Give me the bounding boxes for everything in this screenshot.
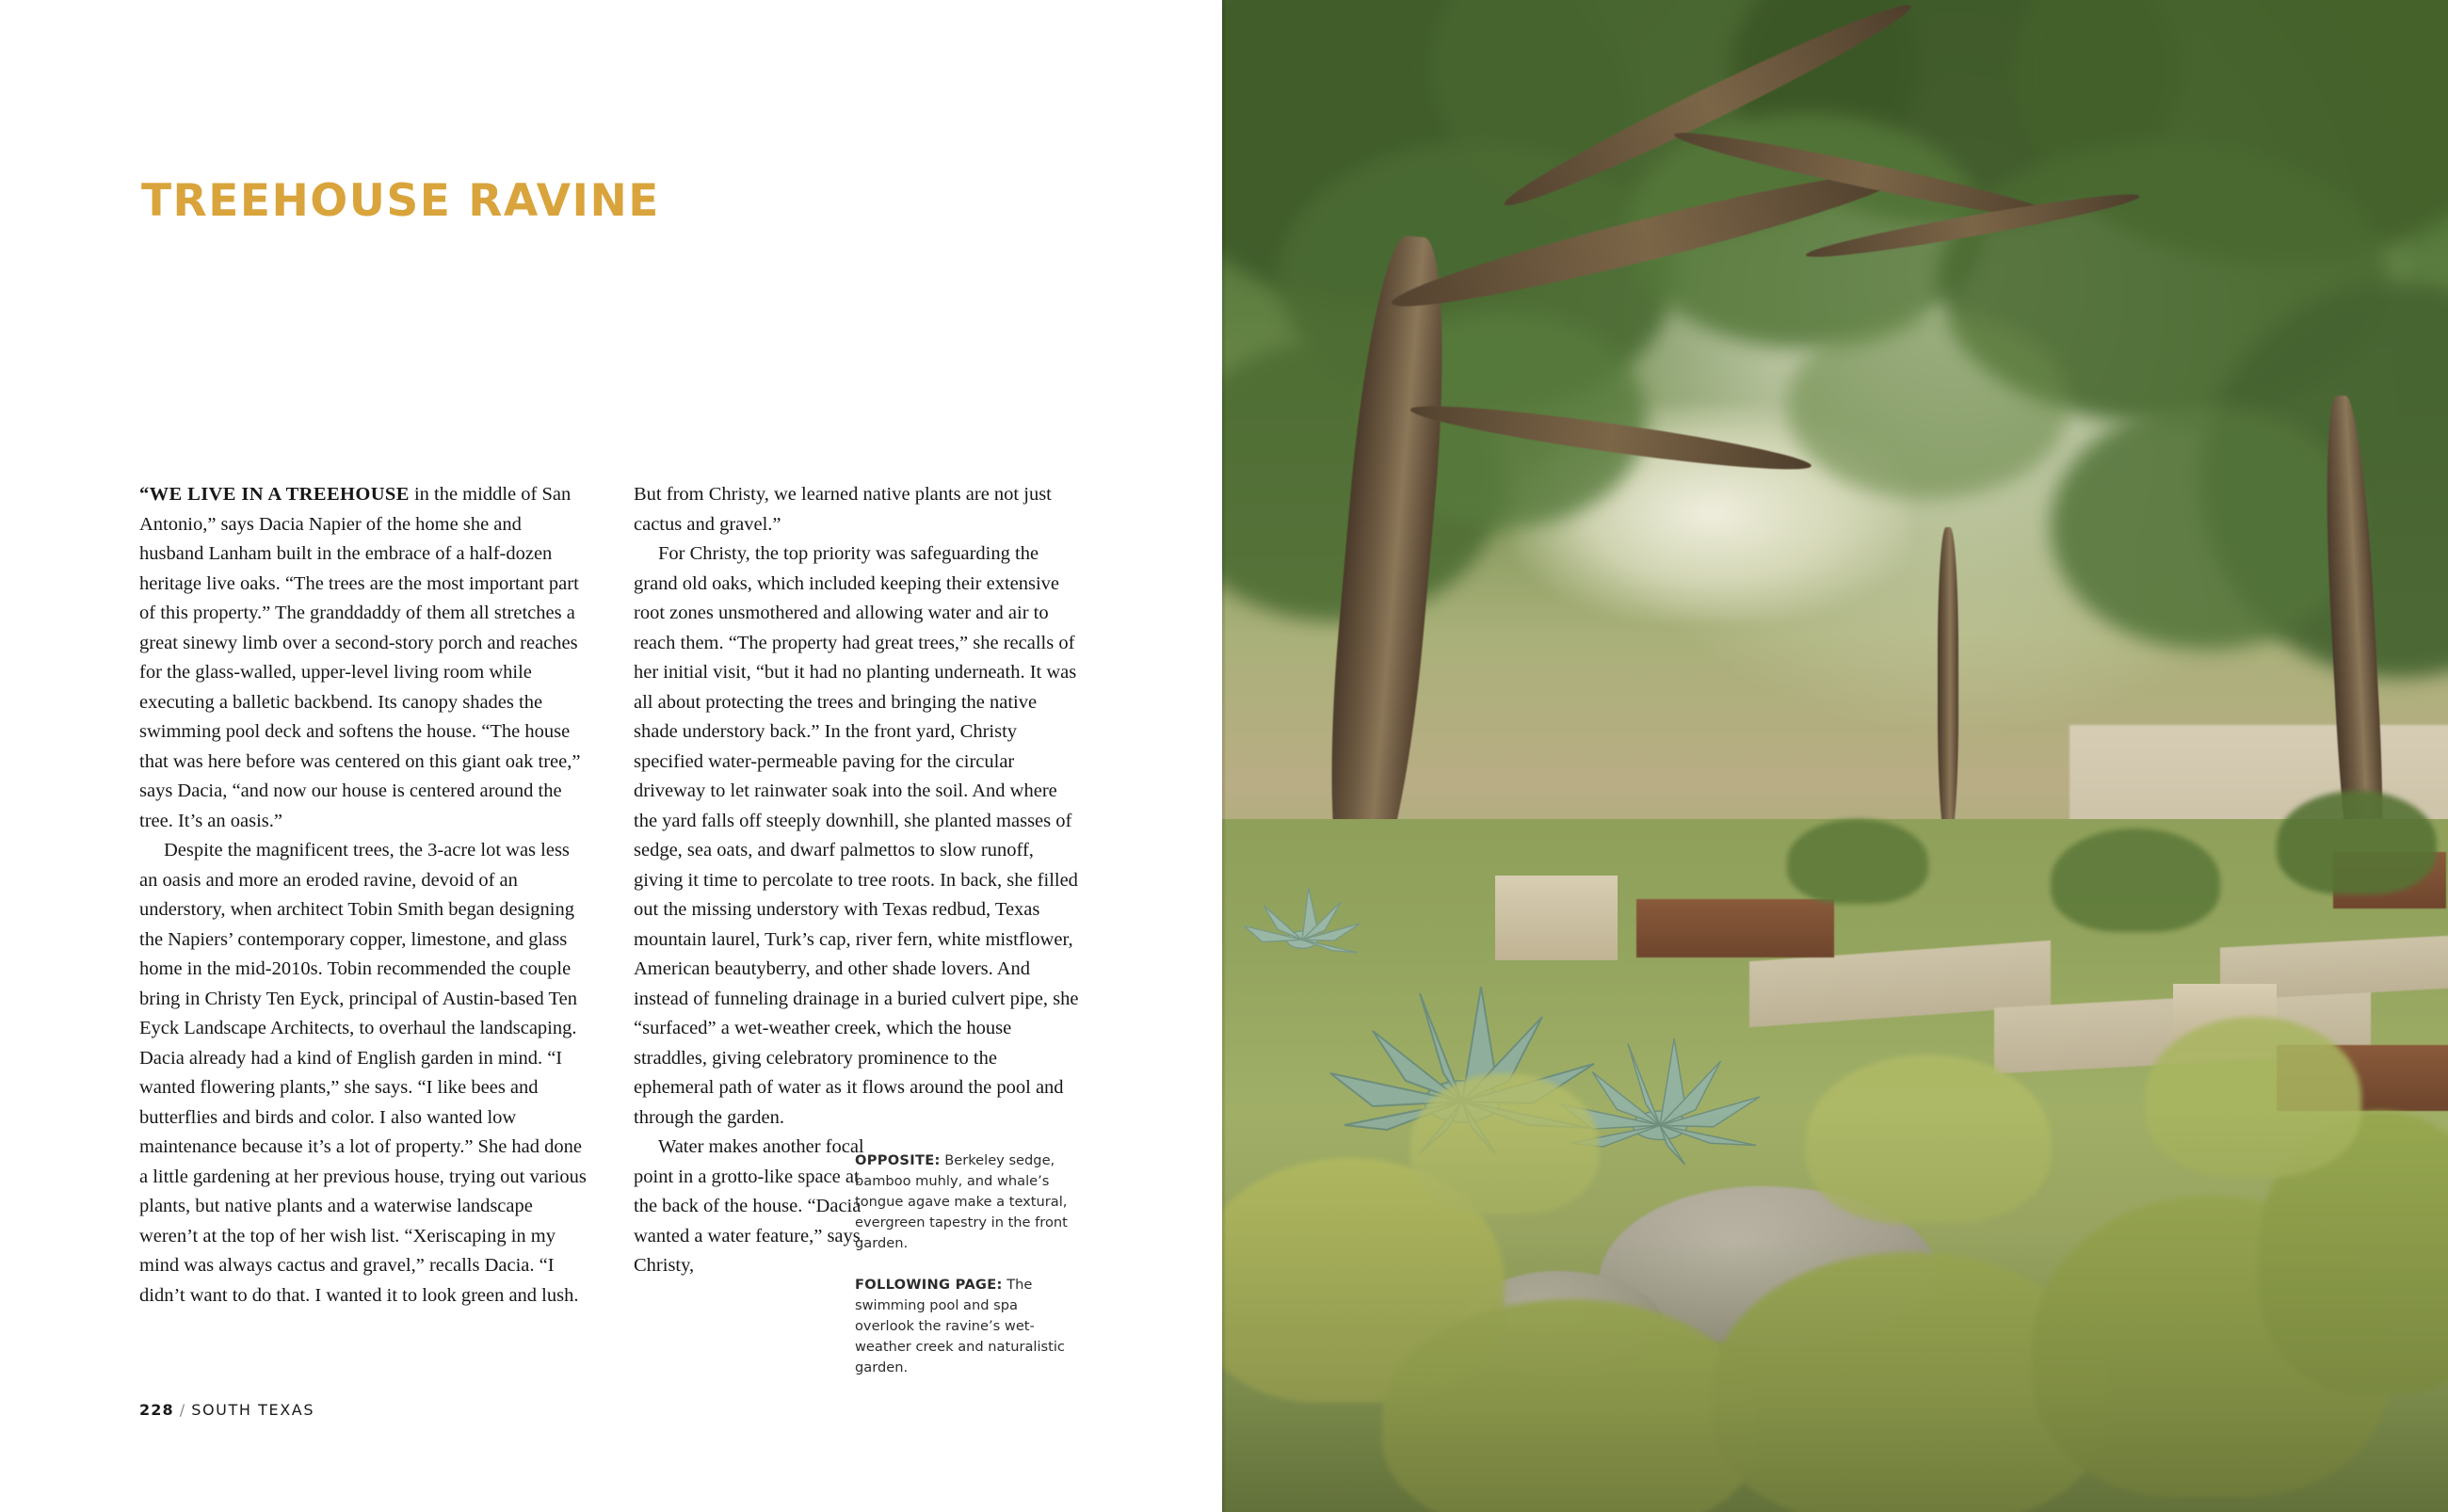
caption-block — [855, 1150, 1081, 1378]
oak-trunk-distant — [1938, 527, 1958, 838]
paragraph-3: But from Christy, we learned native plants are not just cactus and gravel.” — [634, 484, 1052, 535]
limestone-block — [1495, 876, 1618, 960]
photo-page — [1222, 0, 2448, 1512]
caption-opposite-text: Berkeley sedge, bamboo muhly, and whale’s tongue agave make a textural, evergreen tapestry in the front garden. — [855, 1152, 1068, 1251]
paragraph-1-rest: in the middle of San Antonio,” says Dacia Napier of the home she and husband Lanham built in the embrace of a half-dozen heritage live oaks. “The trees are the most important part of this property.” The granddaddy of them all stretches a great sinewy limb over a second-story porch and reaches for the glass-walled, upper-level living room while executing a balletic backbend. Its canopy shades the swimming pool deck and softens the house. “The house that was here before was centered on this giant oak tree,” says Dacia, “and now our house is centered around the tree. It’s an oasis.” — [139, 484, 581, 831]
paragraph-1 — [139, 480, 587, 836]
caption-opposite-label: OPPOSITE: — [855, 1152, 941, 1168]
understory-shrub — [2277, 791, 2437, 894]
spread-gutter — [1222, 0, 1226, 1512]
paragraph-5: Water makes another focal point in a grotto-like space at the back of the house. “Dacia wanted a water feature,” says Christy, — [634, 1136, 864, 1276]
folio — [139, 1401, 314, 1419]
caption-opposite — [855, 1150, 1081, 1254]
page-title: TREEHOUSE RAVINE — [141, 175, 660, 228]
understory-shrub — [1787, 819, 1928, 904]
column-left — [139, 480, 587, 1311]
caption-following-page — [855, 1275, 1081, 1378]
foreground-shadow — [1222, 1111, 2448, 1512]
caption-following-page-label: FOLLOWING PAGE: — [855, 1277, 1003, 1293]
foliage-mass — [1787, 311, 2070, 499]
garden-photograph — [1222, 0, 2448, 1512]
paragraph-2: Despite the magnificent trees, the 3-acre lot was less an oasis and more an eroded ravine, devoid of an understory, when architect Tobin Smith began designing the Napiers’ contemporary copper, limestone, and glass home in the mid-2010s. Tobin recommended the couple bring in Christy Ten Eyck, principal of Austin-based Ten Eyck Landscape Architects, to overhaul the landscaping. Dacia already had a kind of English garden in mind. “I wanted flowering plants,” she says. “I like bees and butterflies and birds and color. I also wanted low maintenance because it’s a lot of property.” She had done a little gardening at her previous house, trying out various plants, but native plants and a waterwise landscape weren’t at the top of her wish list. “Xeriscaping in my mind was always cactus and gravel,” recalls Dacia. “I didn’t want to do that. I wanted it to look green and lush. — [139, 840, 587, 1306]
understory-shrub — [2051, 828, 2220, 932]
folio-section: SOUTH TEXAS — [191, 1401, 315, 1419]
lead-in-text: “WE LIVE IN A TREEHOUSE — [139, 484, 410, 505]
whales-tongue-agave — [1232, 876, 1373, 970]
corten-planter — [1636, 899, 1834, 957]
agave-shape — [1232, 876, 1373, 970]
paragraph-4: For Christy, the top priority was safeguarding the grand old oaks, which included keeping their extensive root zones unsmothered and allowing water and air to reach them. “The property had great trees,” she recalls of her initial visit, “but it had no planting underneath. It was all about protecting the trees and bringing the native shade understory back.” In the front yard, Christy specified water-permeable paving for the circular driveway to let rainwater soak into the soil. And where the yard falls off steeply downhill, she planted masses of sedge, sea oats, and dwarf palmettos to slow runoff, giving it time to percolate to tree roots. In back, she filled out the missing understory with Texas redbud, Texas mountain laurel, Turk’s cap, river fern, white mistflower, American beautyberry, and other shade lovers. And instead of funneling drainage in a buried culvert pipe, she “surfaced” a wet-weather creek, which the house straddles, giving celebratory prominence to the ephemeral path of water as it flows around the pool and through the garden. — [634, 543, 1079, 1128]
foliage-mass — [2051, 405, 2361, 650]
caption-following-page-text: The swimming pool and spa overlook the ravine’s wet-weather creek and naturalistic garden. — [855, 1277, 1065, 1375]
text-page — [0, 0, 1222, 1512]
folio-number: 228 — [139, 1401, 174, 1419]
folio-separator: / — [179, 1401, 186, 1419]
